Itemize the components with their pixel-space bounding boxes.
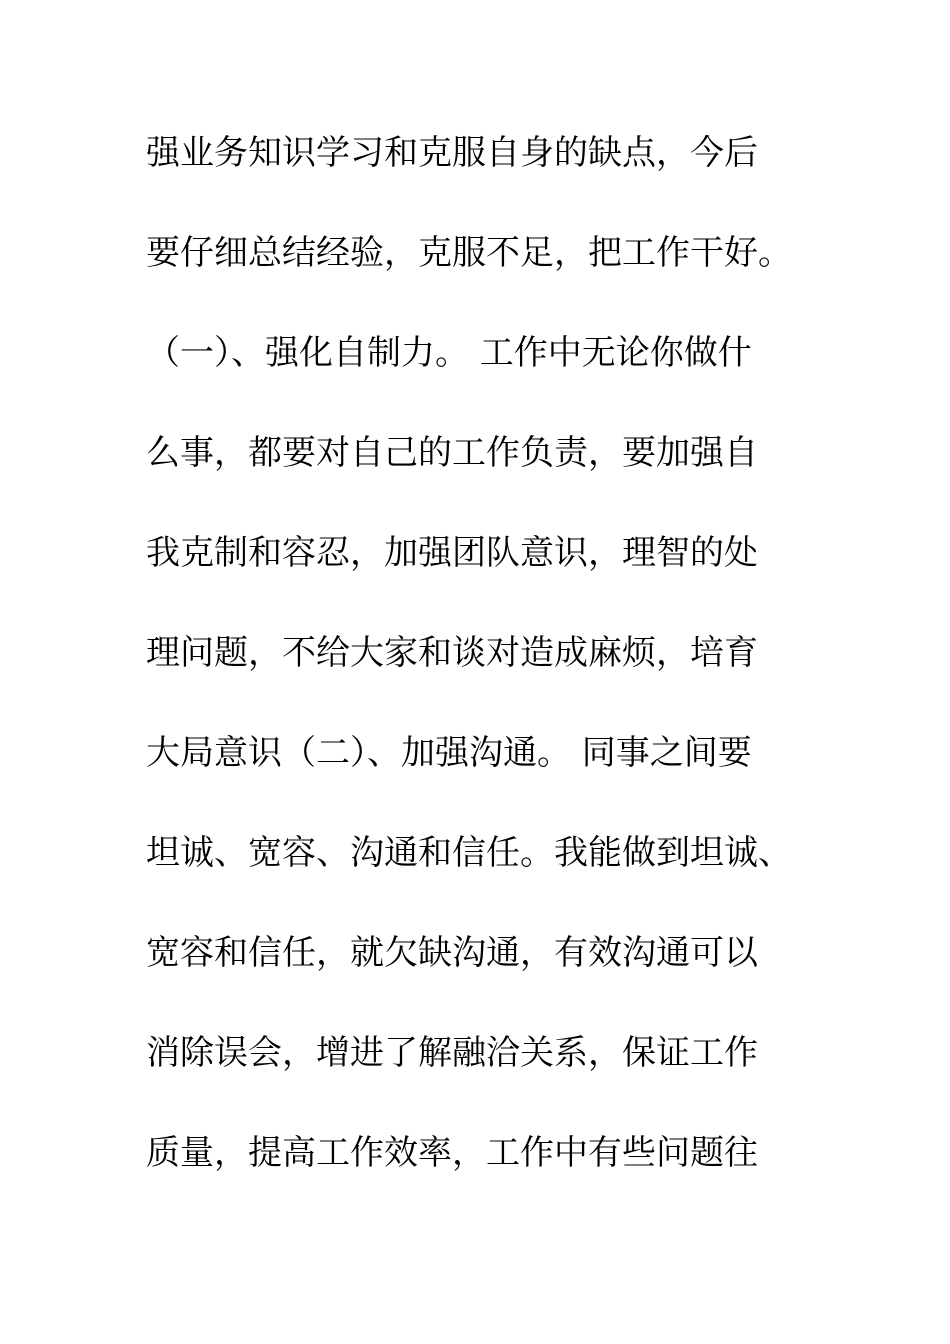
body-text-line: 我克制和容忍，加强团队意识，理智的处 [146,533,758,573]
body-text-line: 理问题，不给大家和谈对造成麻烦，培育 [146,633,758,673]
body-text-line: 强业务知识学习和克服自身的缺点，今后 [146,133,758,173]
body-text-line: 消除误会，增进了解融洽关系，保证工作 [146,1033,758,1073]
body-text-line: 坦诚、宽容、沟通和信任。我能做到坦诚、 [146,833,792,873]
body-text-line: 宽容和信任，就欠缺沟通，有效沟通可以 [146,933,758,973]
body-text-line: 要仔细总结经验，克服不足，把工作干好。 [146,233,792,273]
body-text-line: 么事，都要对自己的工作负责，要加强自 [146,433,758,473]
body-text-line: 质量，提高工作效率，工作中有些问题往 [146,1133,758,1173]
body-text-line: 大局意识（二）、加强沟通。 同事之间要 [146,733,752,773]
body-text-line: （一）、强化自制力。 工作中无论你做什 [146,333,752,373]
